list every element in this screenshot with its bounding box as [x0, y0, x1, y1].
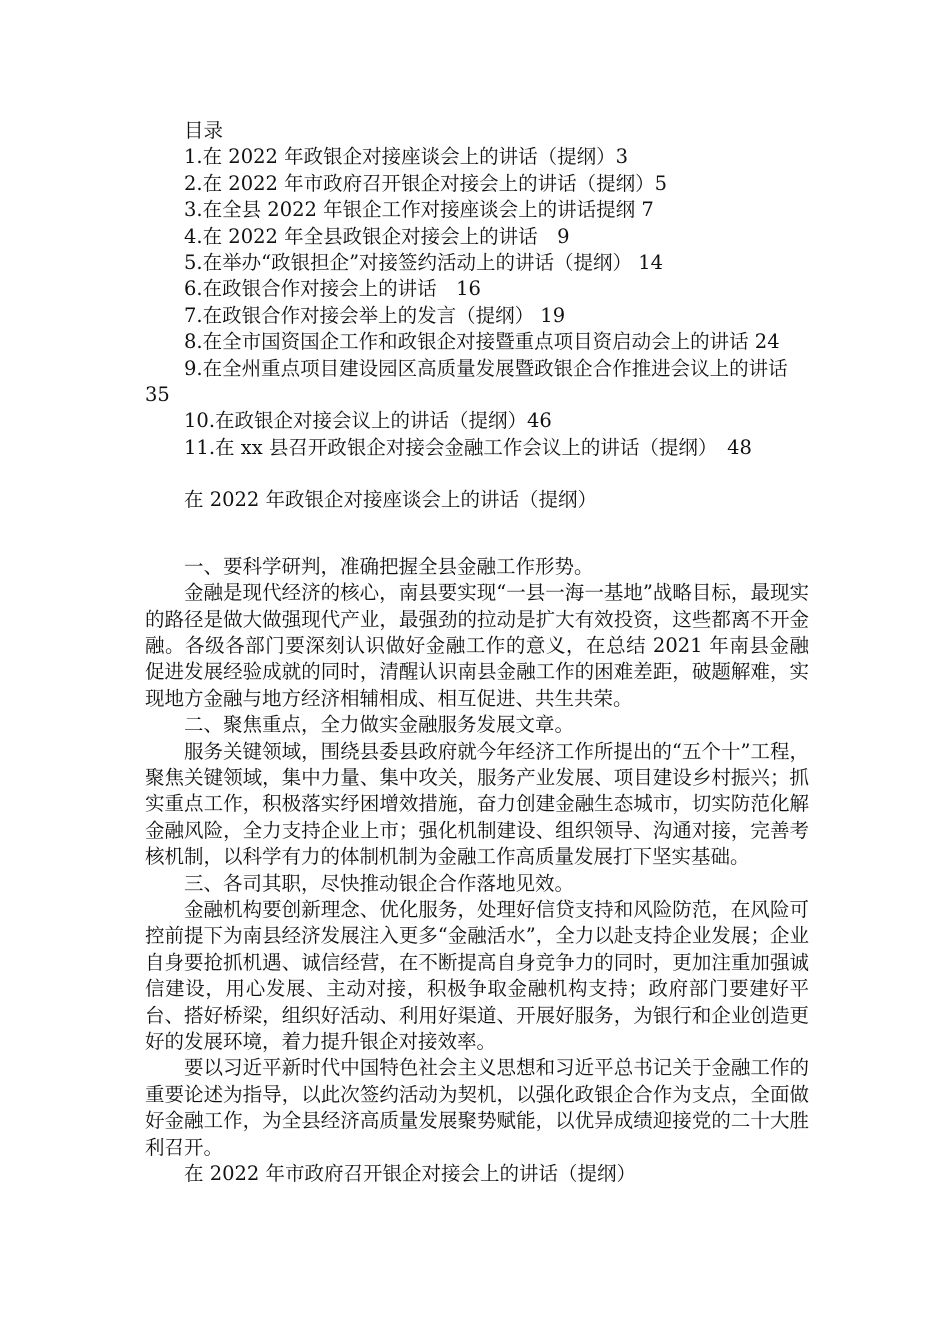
toc-item-5[interactable]: 5.在举办“政银担企”对接签约活动上的讲话（提纲） 14 [184, 251, 664, 275]
title-spacer [145, 514, 809, 554]
toc-title: 目录 [184, 119, 224, 142]
toc-item-10[interactable]: 10.在政银企对接会议上的讲话（提纲）46 [184, 409, 552, 433]
article-title: 在 2022 年政银企对接座谈会上的讲话（提纲） [184, 488, 598, 512]
next-article-title: 在 2022 年市政府召开银企对接会上的讲话（提纲） [184, 1162, 637, 1186]
paragraph-4: 要以习近平新时代中国特色社会主义思想和习近平总书记关于金融工作的重要论述为指导，以此次签约活动为契机，以强化政银企合作为支点，全面做好金融工作，为全县经济高质量发展聚势赋能，以优异成绩迎接党的二十大胜利召开。 [145, 1056, 809, 1159]
toc-item-9[interactable]: 9.在全州重点项目建设园区高质量发展暨政银企合作推进会议上的讲话 35 [145, 356, 827, 407]
toc-item-11[interactable]: 11.在 xx 县召开政银企对接会金融工作会议上的讲话（提纲） 48 [184, 435, 752, 459]
toc-item-3[interactable]: 3.在全县 2022 年银企工作对接座谈会上的讲话提纲 7 [184, 198, 654, 222]
toc-spacer [145, 461, 809, 487]
section-heading-2: 二、聚焦重点，全力做实金融服务发展文章。 [184, 713, 575, 737]
toc-item-7[interactable]: 7.在政银合作对接会举上的发言（提纲） 19 [184, 303, 566, 327]
section-heading-3: 三、各司其职，尽快推动银企合作落地见效。 [184, 871, 575, 895]
toc-item-4[interactable]: 4.在 2022 年全县政银企对接会上的讲话 9 [184, 224, 570, 248]
toc-item-1[interactable]: 1.在 2022 年政银企对接座谈会上的讲话（提纲）3 [184, 145, 629, 169]
toc-item-8[interactable]: 8.在全市国资国企工作和政银企对接暨重点项目资启动会上的讲话 24 [184, 330, 780, 354]
document-page [145, 118, 827, 1187]
toc-list [145, 144, 827, 461]
paragraph-3: 金融机构要创新理念、优化服务，处理好信贷支持和风险防范，在风险可控前提下为南县经济发展注入更多“金融活水”，全力以赴支持企业发展；企业自身要抢抓机遇、诚信经营，在不断提高自身竞争力的同时，更加注重加强诚信建设，用心发展、主动对接，积极争取金融机构支持；政府部门要建好平台、搭好桥梁，组织好活动、利用好渠道、开展好服务，为银行和企业创造更好的发展环境，着力提升银企对接效率。 [145, 897, 809, 1053]
toc-item-6[interactable]: 6.在政银合作对接会上的讲话 16 [184, 277, 481, 301]
toc-item-2[interactable]: 2.在 2022 年市政府召开银企对接会上的讲话（提纲）5 [184, 171, 668, 195]
section-heading-1: 一、要科学研判，准确把握全县金融工作形势。 [184, 554, 594, 578]
paragraph-1: 金融是现代经济的核心，南县要实现“一县一海一基地”战略目标，最现实的路径是做大做强现代产业，最强劲的拉动是扩大有效投资，这些都离不开金融。各级各部门要深刻认识做好金融工作的意义，在总结 2021 年南县金融促进发展经验成就的同时，清醒认识南县金融工作的困难差距，破题解难，实现地方金融与地方经济相辅相成、相互促进、共生共荣。 [145, 581, 809, 710]
paragraph-2: 服务关键领域，围绕县委县政府就今年经济工作所提出的“五个十”工程，聚焦关键领域，集中力量、集中攻关，服务产业发展、项目建设乡村振兴；抓实重点工作，积极落实纾困增效措施，奋力创建金融生态城市，切实防范化解金融风险，全力支持企业上市；强化机制建设、组织领导、沟通对接，完善考核机制，以科学有力的体制机制为金融工作高质量发展打下坚实基础。 [145, 739, 809, 869]
